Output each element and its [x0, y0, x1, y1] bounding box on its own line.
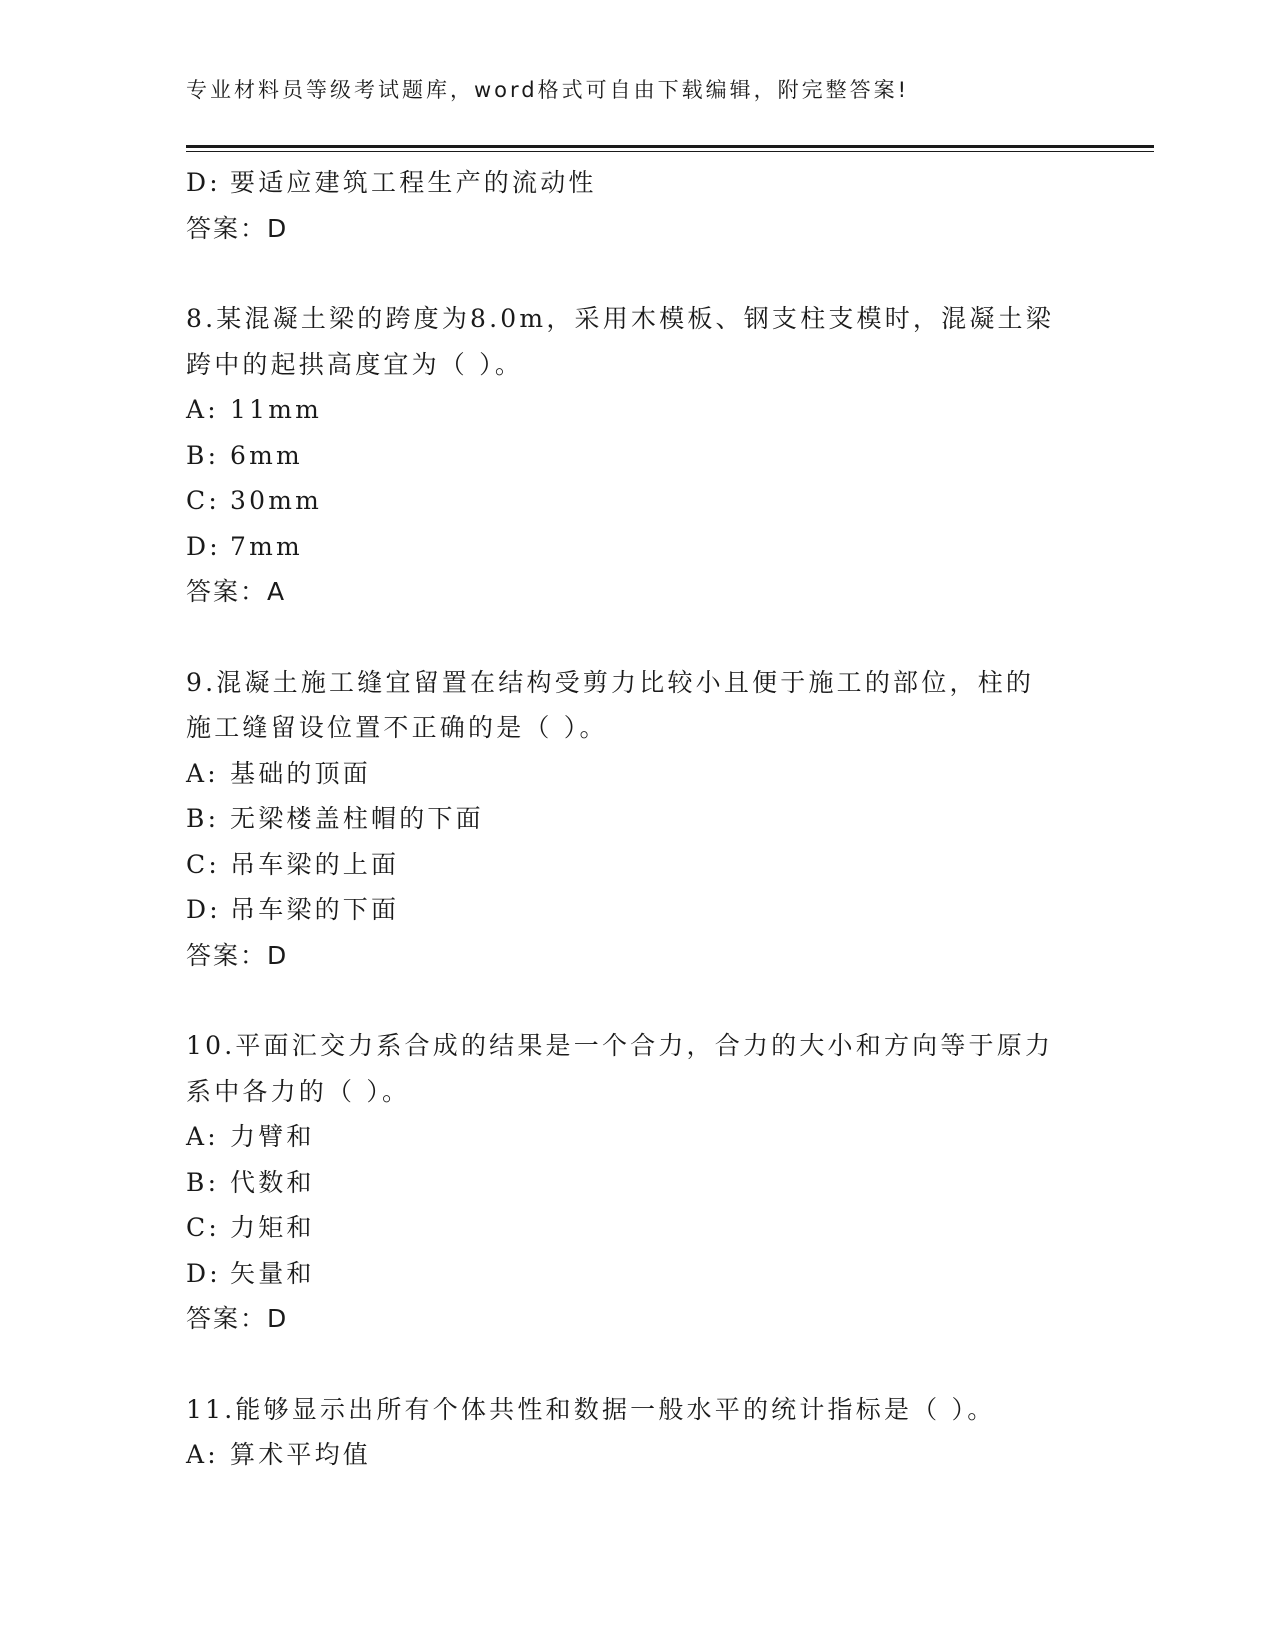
- option-b: [186, 796, 1066, 842]
- spacer: [186, 251, 1066, 296]
- option-d: [186, 524, 1066, 570]
- question-stem: 9.混凝土施工缝宜留置在结构受剪力比较小且便于施工的部位，柱的: [186, 667, 1035, 697]
- spacer: [186, 615, 1066, 660]
- option-c: [186, 842, 1066, 888]
- question-stem: 8.某混凝土梁的跨度为8.0m，采用木模板、钢支柱支模时，混凝土梁: [186, 304, 1054, 333]
- answer: 答案：D: [186, 213, 289, 243]
- option-label: D:: [186, 1258, 221, 1288]
- option-text: 要适应建筑工程生产的流动性: [230, 168, 597, 197]
- question-stem: 10.平面汇交力系合成的结果是一个合力，合力的大小和方向等于原力: [186, 1031, 1054, 1060]
- option-text: 代数和: [230, 1167, 315, 1197]
- option-c: [186, 478, 1066, 524]
- option-label: B:: [186, 440, 220, 470]
- question-10: [186, 1023, 1066, 1342]
- option-d: [186, 1251, 1066, 1297]
- option-text: 11mm: [230, 395, 323, 424]
- question-stem: 系中各力的（ ）。: [186, 1076, 411, 1106]
- question-stem: 跨中的起拱高度宜为（ ）。: [186, 349, 524, 379]
- option-label: A:: [186, 1122, 219, 1151]
- question-stem: 施工缝留设位置不正确的是（ ）。: [186, 713, 608, 742]
- question-9: [186, 660, 1066, 979]
- option-b: [186, 1160, 1066, 1206]
- option-a: [186, 1432, 1066, 1478]
- header-divider-thick: [186, 145, 1154, 148]
- option-label: A:: [186, 1440, 219, 1469]
- question-list: [186, 160, 1066, 1478]
- option-a: [186, 1114, 1066, 1160]
- answer: 答案：D: [186, 1304, 289, 1333]
- option-text: 无梁楼盖柱帽的下面: [230, 804, 484, 833]
- option-label: D:: [186, 531, 221, 561]
- option-text: 力矩和: [230, 1213, 315, 1242]
- question-11: [186, 1387, 1066, 1478]
- option-text: 6mm: [230, 440, 303, 470]
- option-text: 吊车梁的上面: [230, 849, 400, 879]
- page-header: 专业材料员等级考试题库，word格式可自由下载编辑，附完整答案!: [186, 78, 910, 102]
- answer: 答案：D: [186, 940, 289, 970]
- option-text: 吊车梁的下面: [230, 895, 400, 924]
- option-d: [186, 160, 1066, 206]
- option-label: D:: [186, 168, 221, 197]
- option-b: [186, 433, 1066, 479]
- option-label: C:: [186, 1213, 220, 1242]
- option-text: 力臂和: [230, 1122, 315, 1151]
- option-label: B:: [186, 1167, 220, 1197]
- answer: 答案：A: [186, 577, 287, 606]
- option-text: 算术平均值: [230, 1440, 372, 1469]
- option-label: C:: [186, 486, 220, 515]
- question-stem: 11.能够显示出所有个体共性和数据一般水平的统计指标是（ ）。: [186, 1394, 996, 1424]
- option-d: [186, 887, 1066, 933]
- option-label: D:: [186, 895, 221, 924]
- spacer: [186, 978, 1066, 1023]
- option-label: B:: [186, 804, 220, 833]
- header-divider-thin: [186, 151, 1154, 152]
- option-text: 矢量和: [230, 1258, 315, 1288]
- question-8: [186, 296, 1066, 615]
- spacer: [186, 1342, 1066, 1387]
- option-text: 基础的顶面: [230, 758, 372, 788]
- option-text: 7mm: [230, 531, 303, 561]
- option-c: [186, 1205, 1066, 1251]
- option-label: A:: [186, 395, 219, 424]
- option-text: 30mm: [230, 486, 323, 515]
- option-label: A:: [186, 758, 219, 788]
- option-label: C:: [186, 849, 220, 879]
- option-a: [186, 751, 1066, 797]
- option-a: [186, 387, 1066, 433]
